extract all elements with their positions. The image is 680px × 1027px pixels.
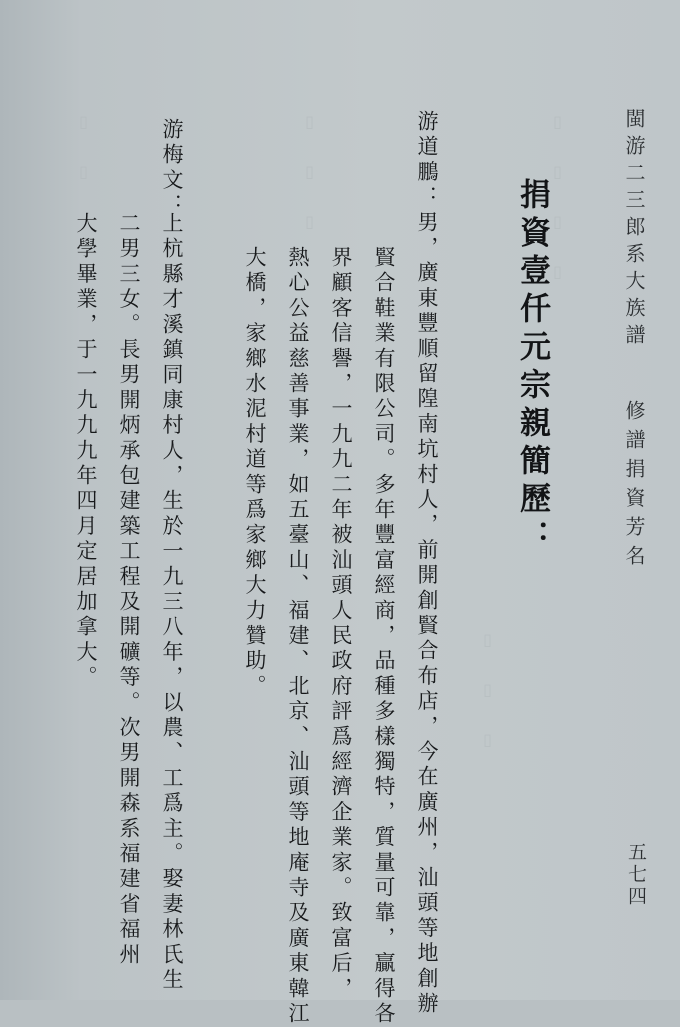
page-title: 捐資壹仟元宗親簡歷：: [514, 178, 550, 558]
entry-1-line-4: 熱心公益慈善事業，如五臺山、福建、北京、汕頭等地庵寺及廣東韓江: [286, 246, 310, 1027]
section-title: 修譜捐資芳名: [622, 400, 646, 574]
entry-2-line-2: 二男三女。長男開炳承包建築工程及開礦等。次男開森系福建省福州: [117, 212, 141, 968]
bleed-through-mark: ▯ ▯ ▯: [478, 630, 497, 755]
bleed-through-mark: ▯ ▯: [74, 112, 93, 187]
page-number: 五七四: [625, 842, 647, 908]
entry-2-line-3: 大學畢業，于一九九九年四月定居加拿大。: [74, 212, 98, 691]
book-title: 閩游二三郎系大族譜: [622, 108, 646, 351]
entry-2-line-1: 上杭縣才溪鎮同康村人，生於一九三八年，以農、工爲主。娶妻林氏生: [160, 212, 184, 994]
entry-2-name: 游梅文：: [160, 118, 184, 219]
entry-1-line-5: 大橋，家鄉水泥村道等爲家鄉大力贊助。: [243, 246, 267, 700]
entry-1-line-3: 界顧客信譽，一九九二年被汕頭人民政府評爲經濟企業家。致富后，: [329, 246, 353, 1002]
bleed-through-mark: ▯ ▯ ▯: [300, 112, 319, 237]
entry-1-line-1: 游道鵬：男，廣東豐順留隍南坑村人，前開創賢合布店，今在廣州，汕頭等地創辦: [415, 110, 439, 1018]
entry-1-line-2: 賢合鞋業有限公司。多年豐富經商，品種多樣獨特，質量可靠，贏得各: [372, 246, 396, 1027]
bleed-through-mark: ▯ ▯ ▯ ▯: [548, 112, 567, 287]
